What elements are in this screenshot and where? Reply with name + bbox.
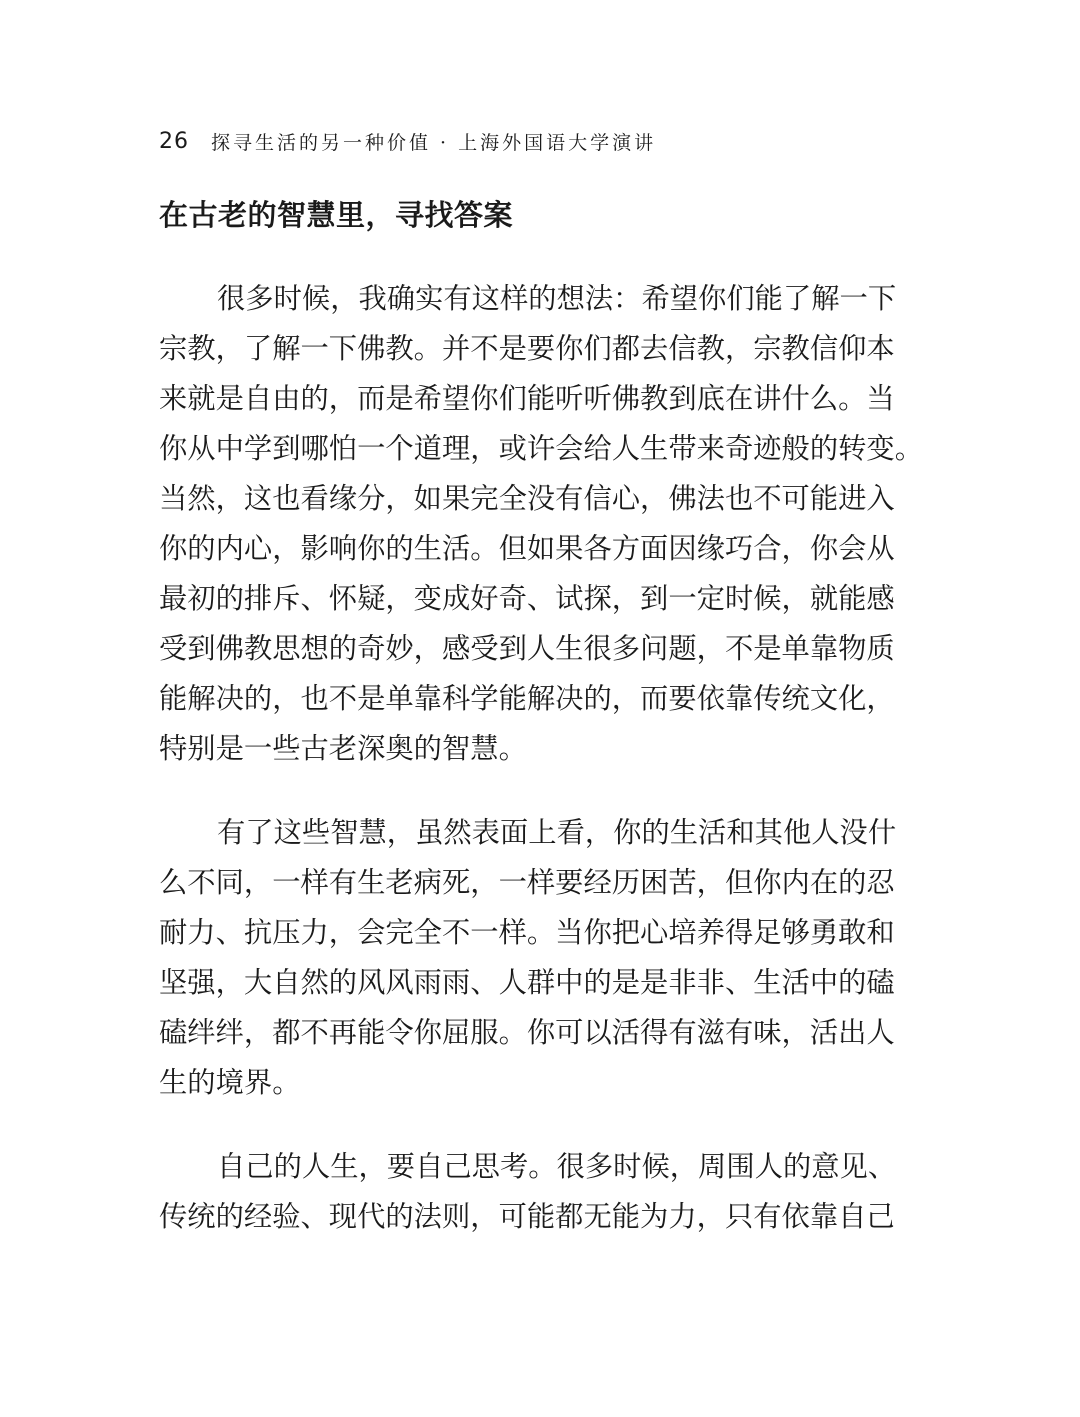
section-heading: 在古老的智慧里，寻找答案: [159, 198, 514, 232]
paragraph-line: 坚强，大自然的风风雨雨、人群中的是是非非、生活中的磕: [159, 966, 895, 999]
body-text: [159, 274, 924, 1242]
paragraph-spacer: [159, 1108, 921, 1142]
paragraph-line: 很多时候，我确实有这样的想法：希望你们能了解一下: [217, 282, 897, 315]
paragraph-line: 你的内心，影响你的生活。但如果各方面因缘巧合，你会从: [159, 532, 895, 565]
paragraph-line: 能解决的，也不是单靠科学能解决的，而要依靠传统文化，: [159, 682, 895, 715]
paragraph: [159, 808, 921, 1108]
paragraph-line: 耐力、抗压力，会完全不一样。当你把心培养得足够勇敢和: [159, 916, 895, 949]
paragraph-line: 你从中学到哪怕一个道理，或许会给人生带来奇迹般的转变。: [159, 432, 924, 465]
paragraph-spacer: [159, 774, 921, 808]
paragraph-line: 特别是一些古老深奥的智慧。: [159, 732, 527, 765]
paragraph-line: 生的境界。: [159, 1066, 301, 1099]
paragraph: [159, 274, 924, 774]
paragraph-line: 受到佛教思想的奇妙，感受到人生很多问题，不是单靠物质: [159, 632, 895, 665]
paragraph-line: 来就是自由的，而是希望你们能听听佛教到底在讲什么。当: [159, 382, 895, 415]
paragraph-line: 有了这些智慧，虽然表面上看，你的生活和其他人没什: [217, 816, 897, 849]
paragraph-line: 最初的排斥、怀疑，变成好奇、试探，到一定时候，就能感: [159, 582, 895, 615]
book-title: 探寻生活的另一种价值 · 上海外国语大学演讲: [211, 131, 657, 154]
page-number: 26: [159, 128, 189, 154]
paragraph: [159, 1142, 921, 1242]
paragraph-line: 传统的经验、现代的法则，可能都无能为力，只有依靠自己: [159, 1200, 895, 1233]
running-header: [159, 124, 656, 158]
paragraph-line: 自己的人生，要自己思考。很多时候，周围人的意见、: [217, 1150, 897, 1183]
paragraph-line: 么不同，一样有生老病死，一样要经历困苦，但你内在的忍: [159, 866, 895, 899]
paragraph-line: 磕绊绊，都不再能令你屈服。你可以活得有滋有味，活出人: [159, 1016, 895, 1049]
paragraph-line: 宗教，了解一下佛教。并不是要你们都去信教，宗教信仰本: [159, 332, 895, 365]
paragraph-line: 当然，这也看缘分，如果完全没有信心，佛法也不可能进入: [159, 482, 895, 515]
